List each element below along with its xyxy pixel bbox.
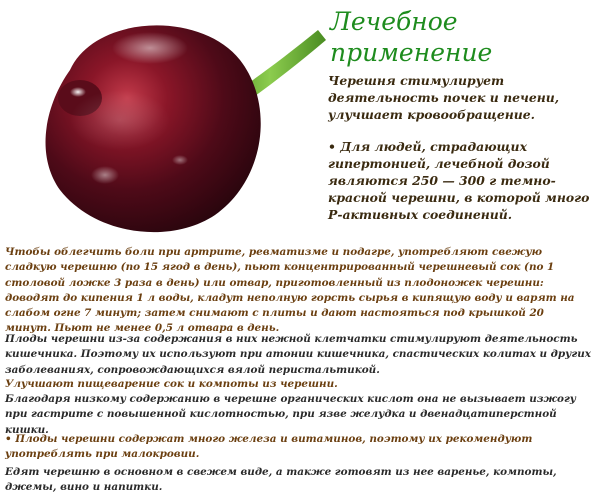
digestion-paragraph: Улучшают пищеварение сок и компоты из черешни.	[5, 378, 338, 390]
acids-paragraph: Благодаря низкому содержанию в черешне органических кислот она не вызывает изжогу при гастрите с повышенной кислотностью, при язве желудка и двенадцатиперстной кишки.	[5, 393, 577, 436]
arthritis-paragraph: Чтобы облегчить боли при артрите, ревматизме и подагре, употребляют свежую сладкую черешню (по 15 ягод в день), пьют концентрированный черешневый сок (по 1 столовой ложке 3 раза в день) или отвар, приготовленный из плодоножек черешни: доводят до кипения 1 л воды, кладут неполную горсть сырья в кипящую воду и варят на слабом огне 7 минут; затем снимают с плиты и дают настояться под крышкой 20 минут. Пьют не менее 0,5 л отвара в день.	[5, 246, 575, 335]
title-line-1: Лечебное	[330, 7, 458, 36]
iron-paragraph: • Плоды черешни содержат много железа и витаминов, поэтому их рекомендуют употреблять при малокровии.	[5, 433, 533, 461]
page-title	[330, 6, 598, 68]
kidney-liver-text: Черешня стимулирует деятельность почек и печени, улучшает кровообращение.	[328, 73, 560, 122]
cherry-photo	[0, 0, 330, 245]
eating-paragraph: Едят черешню в основном в свежем виде, а также готовят из нее варенье, компоты, джемы, вино и напитки.	[5, 466, 557, 494]
hypertension-text: • Для людей, страдающих гипертонией, лечебной дозой являются 250 — 300 г темно-красной черешни, в которой много Р-активных соединений.	[328, 139, 590, 222]
fiber-paragraph: Плоды черешни из-за содержания в них нежной клетчатки стимулируют деятельность кишечника. Поэтому их используют при атонии кишечника, спастических колитах и других заболеваниях, сопровождающихся вялой перистальтикой.	[5, 333, 591, 376]
title-line-2: применение	[330, 38, 493, 67]
